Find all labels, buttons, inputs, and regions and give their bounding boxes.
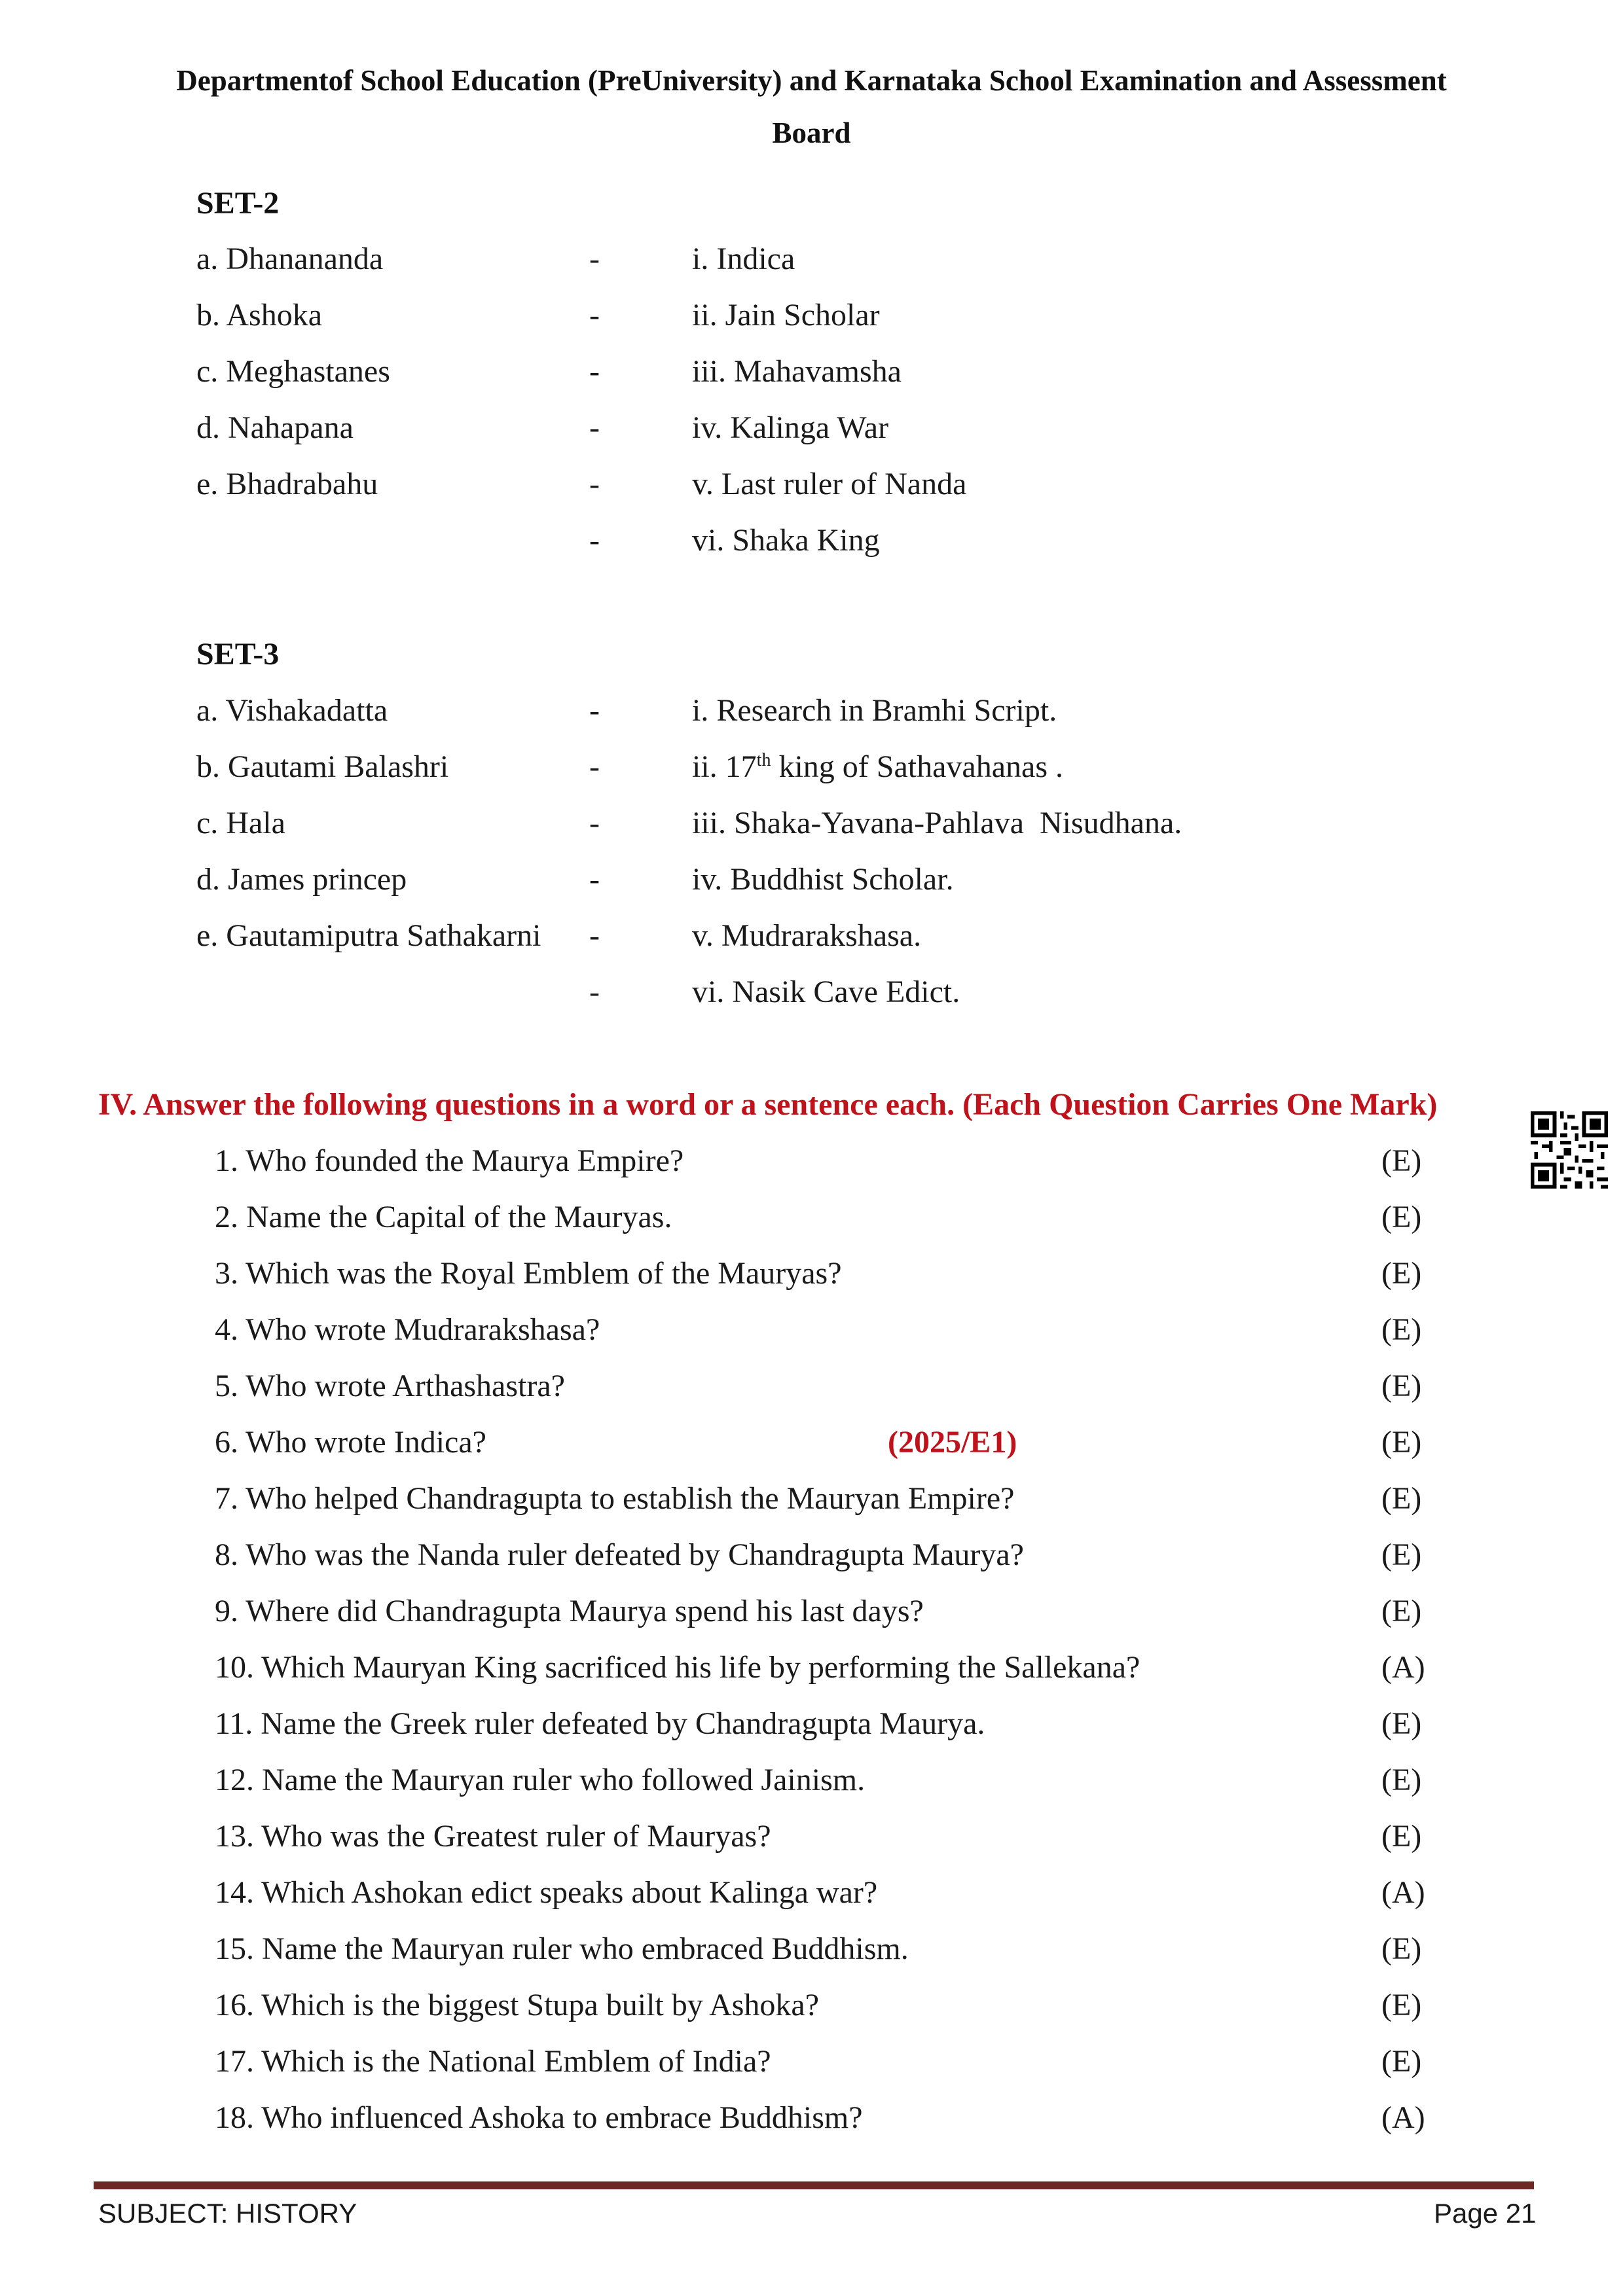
set2-right-item: vi. Shaka King (692, 523, 880, 558)
set2-row (0, 410, 1623, 456)
set2-dash: - (589, 467, 600, 501)
set3-right-item (692, 749, 1063, 785)
difficulty-level: (E) (1381, 1763, 1422, 1797)
set2-row (0, 522, 1623, 568)
set2-left-item: b. Ashoka (196, 298, 322, 332)
difficulty-level: (E) (1381, 1369, 1422, 1403)
set2-right-item: v. Last ruler of Nanda (692, 467, 967, 501)
set3-row (0, 974, 1623, 1020)
difficulty-level: (E) (1381, 2044, 1422, 2079)
set2-dash: - (589, 354, 600, 389)
set3-row (0, 805, 1623, 851)
question-row (0, 1649, 1623, 1695)
question-row (0, 1931, 1623, 1977)
question-row (0, 1480, 1623, 1526)
question-row (0, 1199, 1623, 1245)
question-text: 5. Who wrote Arthashastra? (215, 1369, 565, 1403)
set2-dash: - (589, 523, 600, 558)
difficulty-level: (E) (1381, 1988, 1422, 2022)
question-text: 9. Where did Chandragupta Maurya spend his last days? (215, 1594, 924, 1628)
set3-left-item: b. Gautami Balashri (196, 749, 449, 784)
set2-left-item: e. Bhadrabahu (196, 467, 378, 501)
difficulty-level: (A) (1381, 1650, 1425, 1685)
set2-row (0, 466, 1623, 512)
set2-dash: - (589, 410, 600, 445)
difficulty-level: (E) (1381, 1256, 1422, 1291)
question-text: 16. Which is the biggest Stupa built by Ashoka? (215, 1988, 820, 2022)
difficulty-level: (E) (1381, 1537, 1422, 1572)
question-row (0, 2043, 1623, 2089)
set3-dash: - (589, 918, 600, 953)
set3-right-item: iii. Shaka-Yavana-Pahlava Nisudhana. (692, 806, 1182, 840)
question-text: 8. Who was the Nanda ruler defeated by Chandragupta Maurya? (215, 1537, 1024, 1572)
set3-row (0, 918, 1623, 963)
difficulty-level: (E) (1381, 1312, 1422, 1347)
question-row (0, 1874, 1623, 1920)
header-title-line1: Departmentof School Education (PreUniversity) and Karnataka School Examination and Assessment (176, 64, 1447, 97)
set2-dash: - (589, 298, 600, 332)
set2-row (0, 297, 1623, 343)
difficulty-level: (E) (1381, 1706, 1422, 1741)
question-text: 3. Which was the Royal Emblem of the Mauryas? (215, 1256, 842, 1291)
question-text: 18. Who influenced Ashoka to embrace Buddhism? (215, 2100, 863, 2135)
set2-left-item: d. Nahapana (196, 410, 354, 445)
set3-row (0, 861, 1623, 907)
question-row (0, 1312, 1623, 1357)
set3-dash: - (589, 693, 600, 728)
question-row (0, 1143, 1623, 1189)
footer-subject: SUBJECT: HISTORY (98, 2198, 357, 2229)
set2-left-item: a. Dhanananda (196, 242, 384, 276)
question-row (0, 1424, 1623, 1470)
question-text: 10. Which Mauryan King sacrificed his life by performing the Sallekana? (215, 1650, 1140, 1685)
question-text: 2. Name the Capital of the Mauryas. (215, 1200, 672, 1234)
set3-right-item: v. Mudrarakshasa. (692, 918, 922, 953)
question-text: 13. Who was the Greatest ruler of Mauryas? (215, 1819, 771, 1854)
question-text: 1. Who founded the Maurya Empire? (215, 1143, 684, 1178)
set2-left-item: c. Meghastanes (196, 354, 390, 389)
set3-right-item: vi. Nasik Cave Edict. (692, 975, 960, 1009)
set3-left-item: d. James princep (196, 862, 407, 897)
set3-right-text: ii. 17 (692, 749, 757, 784)
set2-right-item: iii. Mahavamsha (692, 354, 902, 389)
question-text: 11. Name the Greek ruler defeated by Chandragupta Maurya. (215, 1706, 985, 1741)
set2-row (0, 353, 1623, 399)
set2-title: SET-2 (196, 186, 280, 221)
set2-right-item: i. Indica (692, 242, 795, 276)
question-row (0, 2100, 1623, 2145)
difficulty-level: (E) (1381, 1594, 1422, 1628)
set2-row (0, 241, 1623, 287)
question-text: 14. Which Ashokan edict speaks about Kalinga war? (215, 1875, 878, 1910)
set2-dash: - (589, 242, 600, 276)
set2-right-item: iv. Kalinga War (692, 410, 889, 445)
question-text: 17. Which is the National Emblem of India? (215, 2044, 771, 2079)
difficulty-level: (E) (1381, 1931, 1422, 1966)
difficulty-level: (E) (1381, 1819, 1422, 1854)
superscript: th (756, 750, 771, 770)
question-text: 7. Who helped Chandragupta to establish the Mauryan Empire? (215, 1481, 1015, 1516)
question-row (0, 1987, 1623, 2033)
set3-title: SET-3 (196, 637, 280, 672)
set3-left-item: e. Gautamiputra Sathakarni (196, 918, 541, 953)
set3-left-item: a. Vishakadatta (196, 693, 388, 728)
question-row (0, 1706, 1623, 1751)
set3-row (0, 749, 1623, 795)
set3-left-item: c. Hala (196, 806, 285, 840)
question-row (0, 1537, 1623, 1583)
question-row (0, 1255, 1623, 1301)
set3-right-item: iv. Buddhist Scholar. (692, 862, 954, 897)
set3-dash: - (589, 975, 600, 1009)
set3-dash: - (589, 862, 600, 897)
footer-divider (94, 2181, 1534, 2189)
difficulty-level: (E) (1381, 1143, 1422, 1178)
question-text: 15. Name the Mauryan ruler who embraced Buddhism. (215, 1931, 909, 1966)
set3-right-text-after: king of Sathavahanas . (771, 749, 1064, 784)
set3-dash: - (589, 806, 600, 840)
difficulty-level: (E) (1381, 1200, 1422, 1234)
header-title-line2: Board (772, 117, 851, 149)
set3-dash: - (589, 749, 600, 784)
set3-right-item: i. Research in Bramhi Script. (692, 693, 1057, 728)
question-text: 4. Who wrote Mudrarakshasa? (215, 1312, 600, 1347)
question-row (0, 1762, 1623, 1808)
question-text: 12. Name the Mauryan ruler who followed Jainism. (215, 1763, 866, 1797)
difficulty-level: (A) (1381, 1875, 1425, 1910)
question-text: 6. Who wrote Indica? (215, 1425, 486, 1460)
set2-right-item: ii. Jain Scholar (692, 298, 880, 332)
question-row (0, 1593, 1623, 1639)
difficulty-level: (A) (1381, 2100, 1425, 2135)
difficulty-level: (E) (1381, 1425, 1422, 1460)
exam-year-tag: (2025/E1) (888, 1425, 1017, 1460)
page-number: Page 21 (1434, 2198, 1537, 2229)
set3-row (0, 692, 1623, 738)
section-heading: IV. Answer the following questions in a word or a sentence each. (Each Question Carries One Mark) (98, 1087, 1438, 1122)
difficulty-level: (E) (1381, 1481, 1422, 1516)
question-row (0, 1368, 1623, 1414)
question-row (0, 1818, 1623, 1864)
